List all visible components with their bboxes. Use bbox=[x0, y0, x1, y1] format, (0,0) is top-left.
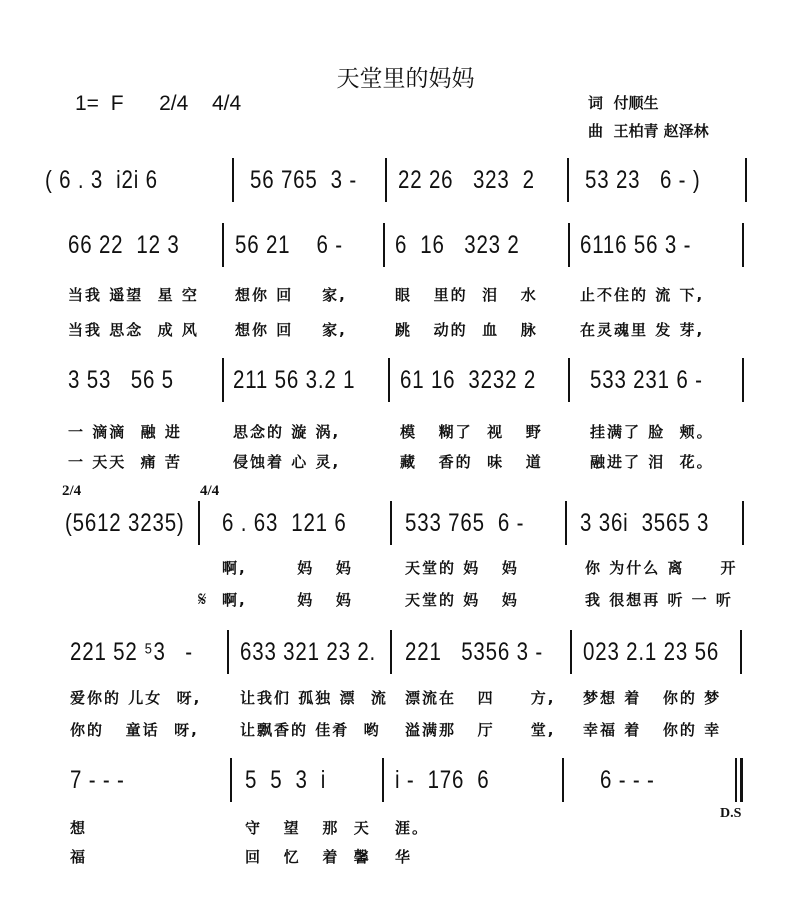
lyric-segment: 守 望 那 天 bbox=[245, 819, 371, 837]
lyric-segment: 涯。 bbox=[395, 819, 430, 837]
barline bbox=[388, 358, 390, 402]
lyric-segment: 让飘香的 佳肴 哟 bbox=[240, 721, 381, 739]
measure-notes: 221 52 ⁵3 - bbox=[70, 638, 193, 666]
lyric-segment: 漂流在 四 方, bbox=[405, 689, 556, 707]
measure-notes: 533 231 6 - bbox=[590, 366, 703, 394]
measure-notes: (5612 3235) bbox=[65, 509, 185, 537]
time-signature: 4/4 bbox=[200, 483, 220, 499]
lyric-segment: 回 忆 着 馨 bbox=[245, 848, 371, 866]
barline bbox=[385, 158, 387, 202]
measure-notes: 6 . 63 121 6 bbox=[222, 509, 347, 537]
measure-notes: i - 176 6 bbox=[395, 766, 490, 794]
measure-notes: 3 53 56 5 bbox=[68, 366, 174, 394]
lyric-segment: 幸福 着 你的 幸 bbox=[583, 721, 722, 739]
barline bbox=[390, 630, 392, 674]
measure-notes: 5 5 3 i bbox=[245, 766, 327, 794]
lyric-segment: 跳 动的 血 脉 bbox=[395, 321, 538, 339]
barline bbox=[742, 501, 744, 545]
measure-notes: 211 56 3.2 1 bbox=[233, 366, 356, 394]
song-title: 天堂里的妈妈 bbox=[336, 66, 475, 92]
lyric-segment: 让我们 孤独 漂 流 bbox=[240, 689, 388, 707]
lyric-segment: 一 天天 痛 苦 bbox=[68, 453, 182, 471]
lyric-segment: 融进了 泪 花。 bbox=[590, 453, 714, 471]
measure-notes: 7 - - - bbox=[70, 766, 125, 794]
measure-notes: 533 765 6 - bbox=[405, 509, 525, 537]
measure-notes: 56 21 6 - bbox=[235, 231, 343, 259]
barline bbox=[222, 223, 224, 267]
barline bbox=[742, 358, 744, 402]
measure-notes: 221 5356 3 - bbox=[405, 638, 544, 666]
lyric-segment: 爱你的 儿女 呀, bbox=[70, 689, 202, 707]
lyric-segment: 止不住的 流 下, bbox=[580, 286, 705, 304]
lyric-segment: 天堂的 妈 妈 bbox=[405, 559, 519, 577]
barline bbox=[740, 630, 742, 674]
lyric-segment: 在灵魂里 发 芽, bbox=[580, 321, 705, 339]
lyric-segment: 我 很想再 听 一 听 bbox=[585, 591, 733, 609]
composer-credit: 曲 王柏青 赵泽林 bbox=[588, 122, 709, 140]
key-and-time-signature: 1= F 2/4 4/4 bbox=[75, 92, 242, 115]
barline bbox=[222, 358, 224, 402]
lyric-segment: 侵蚀着 心 灵, bbox=[233, 453, 341, 471]
lyric-segment: 溢满那 厅 堂, bbox=[405, 721, 556, 739]
barline bbox=[568, 358, 570, 402]
lyric-segment: 想你 回 家, bbox=[235, 286, 347, 304]
barline bbox=[742, 223, 744, 267]
measure-notes: 66 22 12 3 bbox=[68, 231, 180, 259]
lyric-segment: 当我 思念 成 风 bbox=[68, 321, 199, 339]
barline bbox=[382, 758, 384, 802]
measure-notes: 6 16 323 2 bbox=[395, 231, 520, 259]
lyricist-credit: 词 付顺生 bbox=[588, 94, 659, 112]
barline bbox=[567, 158, 569, 202]
lyric-segment: 眼 里的 泪 水 bbox=[395, 286, 538, 304]
lyric-segment: 一 滴滴 融 进 bbox=[68, 423, 182, 441]
dal-segno-mark: D.S bbox=[720, 806, 742, 821]
measure-notes: 6 - - - bbox=[600, 766, 655, 794]
time-signature: 2/4 bbox=[62, 483, 82, 499]
final-barline bbox=[735, 758, 737, 802]
measure-notes: 61 16 3232 2 bbox=[400, 366, 537, 394]
barline bbox=[565, 501, 567, 545]
barline bbox=[562, 758, 564, 802]
barline bbox=[745, 158, 747, 202]
barline bbox=[227, 630, 229, 674]
lyric-segment: 模 糊了 视 野 bbox=[400, 423, 543, 441]
lyric-segment: 华 bbox=[395, 848, 413, 866]
barline bbox=[570, 630, 572, 674]
measure-notes: 3 36i 3565 3 bbox=[580, 509, 710, 537]
lyric-segment: 想你 回 家, bbox=[235, 321, 347, 339]
lyric-segment: 啊, 妈 妈 bbox=[222, 559, 353, 577]
barline bbox=[390, 501, 392, 545]
lyric-segment: 藏 香的 味 道 bbox=[400, 453, 543, 471]
lyric-segment: 你的 童话 呀, bbox=[70, 721, 199, 739]
barline bbox=[383, 223, 385, 267]
barline bbox=[198, 501, 200, 545]
barline bbox=[232, 158, 234, 202]
measure-notes: 633 321 23 2. bbox=[240, 638, 377, 666]
barline bbox=[568, 223, 570, 267]
lyric-segment: 福 bbox=[70, 848, 88, 866]
lyric-segment: 你 为什么 离 开 bbox=[585, 559, 738, 577]
final-barline bbox=[740, 758, 743, 802]
lyric-segment: 天堂的 妈 妈 bbox=[405, 591, 519, 609]
lyric-segment: 思念的 漩 涡, bbox=[233, 423, 341, 441]
segno-sign: 𝄋 bbox=[198, 587, 207, 611]
lyric-segment: 啊, 妈 妈 bbox=[222, 591, 353, 609]
measure-notes: 53 23 6 - ) bbox=[585, 166, 701, 194]
lyric-segment: 挂满了 脸 颊。 bbox=[590, 423, 714, 441]
measure-notes: 023 2.1 23 56 bbox=[583, 638, 720, 666]
barline bbox=[230, 758, 232, 802]
measure-notes: ( 6 . 3 i2i 6 bbox=[45, 166, 158, 194]
measure-notes: 22 26 323 2 bbox=[398, 166, 535, 194]
lyric-segment: 想 bbox=[70, 819, 88, 837]
lyric-segment: 当我 遥望 星 空 bbox=[68, 286, 199, 304]
measure-notes: 6116 56 3 - bbox=[580, 231, 692, 259]
measure-notes: 56 765 3 - bbox=[250, 166, 358, 194]
lyric-segment: 梦想 着 你的 梦 bbox=[583, 689, 722, 707]
